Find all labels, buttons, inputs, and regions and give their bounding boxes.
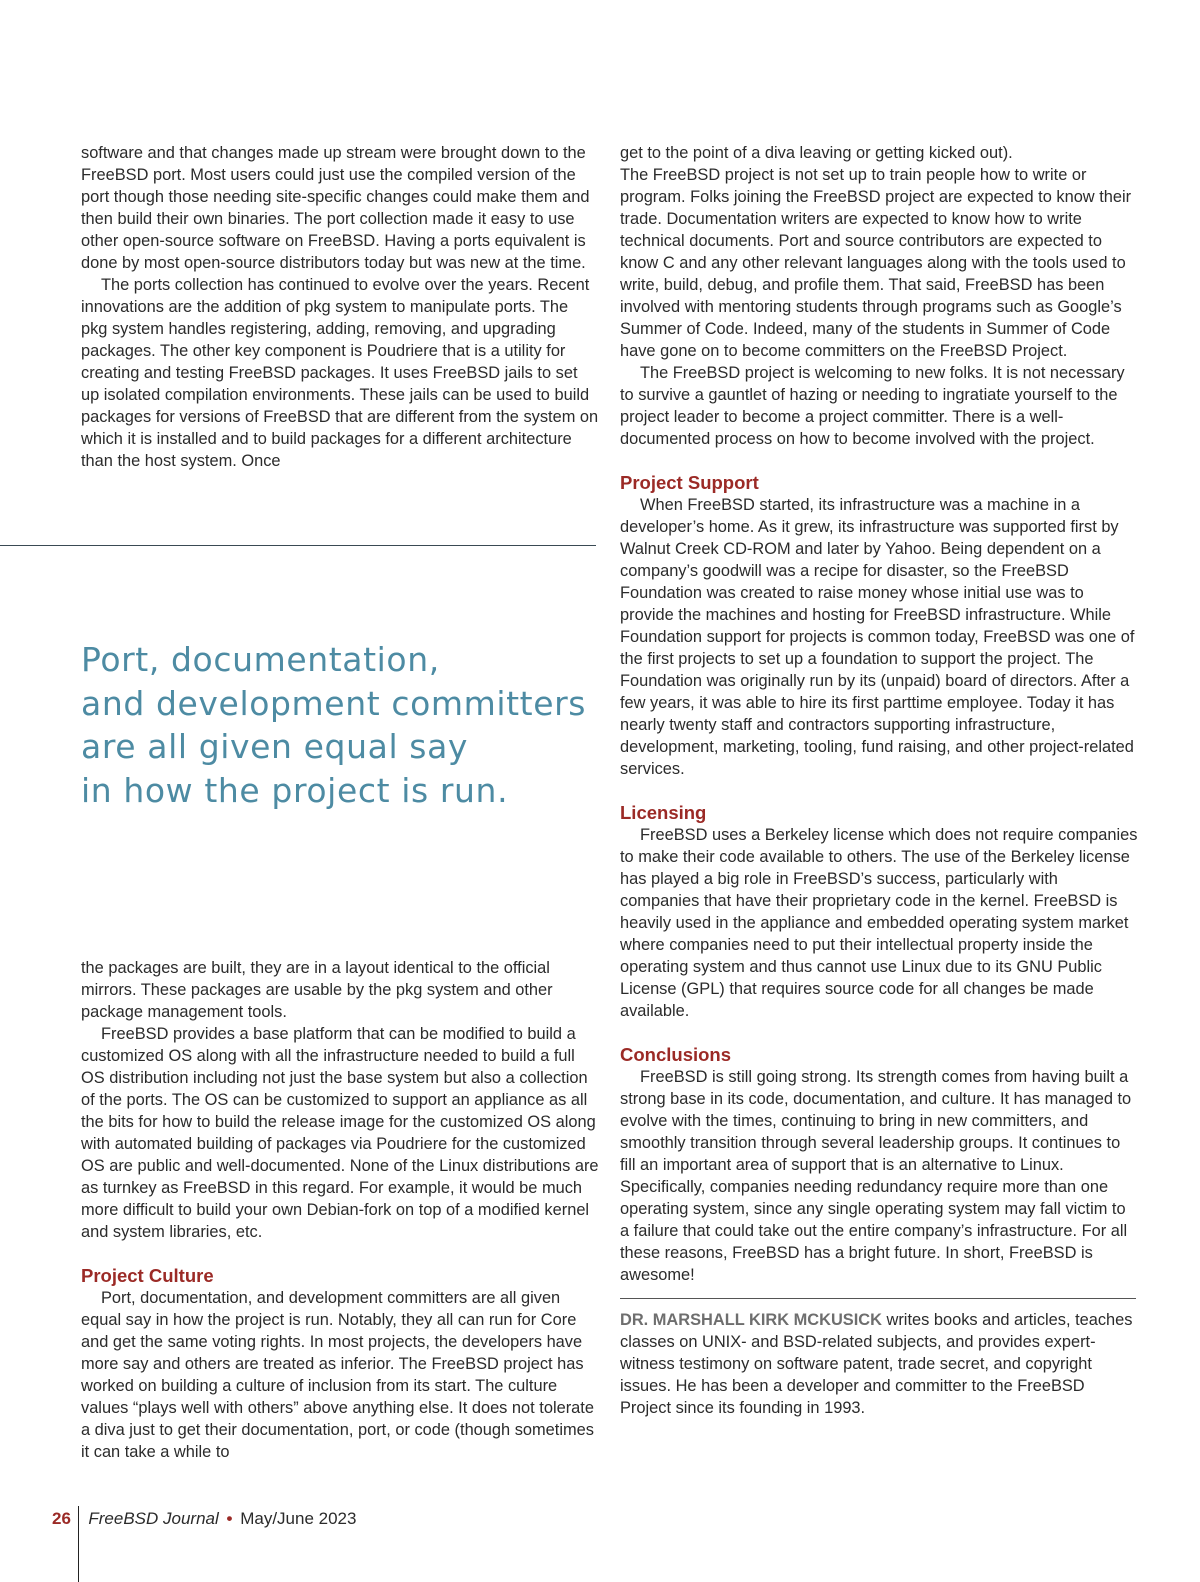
page-footer — [52, 1508, 356, 1530]
section-heading-project-support: Project Support — [620, 472, 759, 493]
issue-date: May/June 2023 — [240, 1509, 357, 1528]
paragraph: The FreeBSD project is welcoming to new folks. It is not necessary to survive a gauntlet of hazing or needing to ingratiate yourself to the project leader to become a project committer. There is a well-documented process on how to become involved with the project. — [620, 364, 1125, 448]
pull-quote-rule — [0, 545, 596, 546]
author-bio-text: writes books and articles, teaches classes on UNIX- and BSD-related subjects, and provides expert-witness testimony on software patent, trade secret, and copyright issues. He has been a developer and committer to the FreeBSD Project since its founding in 1993. — [620, 1311, 1133, 1417]
right-column — [620, 142, 1138, 1419]
pull-quote-line: and development committers — [81, 683, 587, 723]
paragraph: FreeBSD uses a Berkeley license which does not require companies to make their code available to others. The use of the Berkeley license has played a big role in FreeBSD’s success, particularly with companies that have their proprietary code in the kernel. FreeBSD is heavily used in the appliance and embedded operating system market where companies need to put their intellectual property inside the operating system and thus cannot use Linux due to its GNU Public License (GPL) that requires source code for all changes be made available. — [620, 826, 1138, 1020]
paragraph: the packages are built, they are in a layout identical to the official mirrors. These packages are usable by the pkg system and other package management tools. — [81, 959, 553, 1021]
pull-quote-line: Port, documentation, — [81, 640, 440, 679]
paragraph: The FreeBSD project is not set up to train people how to write or program. Folks joining the FreeBSD project are expected to know their trade. Documentation writers are expected to know how to write technical documents. Port and source contributors are expected to know C and any other relevant languages along with the tools used to write, build, debug, and profile them. That said, FreeBSD has been involved with mentoring students through programs such as Google’s Summer of Code. Indeed, many of the students in Summer of Code have gone on to become committers on the FreeBSD Project. — [620, 166, 1132, 360]
section-heading-licensing: Licensing — [620, 802, 707, 823]
left-column-top — [81, 142, 599, 472]
pull-quote — [81, 638, 601, 812]
author-bio — [620, 1309, 1138, 1419]
bio-divider — [620, 1298, 1136, 1299]
page-number: 26 — [52, 1509, 71, 1528]
author-name: DR. MARSHALL KIRK MCKUSICK — [620, 1311, 882, 1329]
pull-quote-line: are all given equal say — [81, 727, 469, 766]
pull-quote-line: in how the project is run. — [81, 770, 509, 810]
paragraph: The ports collection has continued to evolve over the years. Recent innovations are the addition of pkg system to manipulate ports. The pkg system handles registering, adding, removing, and upgrading packages. The other key component is Poudriere that is a utility for creating and testing FreeBSD packages. It uses FreeBSD jails to set up isolated compilation environments. These jails can be used to build packages for versions of FreeBSD that are different from the system on which it is installed and to build packages for a different architecture than the host system. Once — [81, 276, 599, 470]
section-heading-conclusions: Conclusions — [620, 1044, 732, 1065]
paragraph: FreeBSD is still going strong. Its strength comes from having built a strong base in its code, documentation, and culture. It has managed to evolve with the times, continuing to bring in new committers, and smoothly transition through several leadership groups. It continues to fill an important area of support that is an alternative to Linux. Specifically, companies needing redundancy require more than one operating system, since any single operating system may fall victim to a failure that could take out the entire company’s infrastructure. For all these reasons, FreeBSD has a bright future. In short, FreeBSD is awesome! — [620, 1068, 1132, 1284]
paragraph: software and that changes made up stream were brought down to the FreeBSD port. Most users could just use the compiled version of the port though those needing site-specific changes could make them and then build their own binaries. The port collection made it easy to use other open-source software on FreeBSD. Having a ports equivalent is done by most open-source distributors today but was new at the time. — [81, 144, 590, 272]
section-heading-project-culture: Project Culture — [81, 1265, 214, 1286]
magazine-title: FreeBSD Journal — [88, 1509, 219, 1528]
paragraph: Port, documentation, and development committers are all given equal say in how the project is run. Notably, they all can run for Core and get the same voting rights. In most projects, the developers have more say and others are treated as inferior. The FreeBSD project has worked on building a culture of inclusion from its start. The culture values “plays well with others” above anything else. It does not tolerate a diva just to get their documentation, port, or code (though sometimes it can take a while to — [81, 1289, 594, 1461]
footer-separator: • — [226, 1509, 233, 1528]
paragraph: FreeBSD provides a base platform that can be modified to build a customized OS along with all the infrastructure needed to build a full OS distribution including not just the base system but also a collection of the ports. The OS can be customized to support an appliance as all the bits for how to build the release image for the customized OS along with automated building of packages via Poudriere for the customized OS are public and well-documented. None of the Linux distributions are as turnkey as FreeBSD in this regard. For example, it would be much more difficult to build your own Debian-fork on top of a modified kernel and system libraries, etc. — [81, 1025, 599, 1241]
paragraph: get to the point of a diva leaving or getting kicked out). — [620, 144, 1013, 162]
left-column-bottom — [81, 957, 599, 1463]
paragraph: When FreeBSD started, its infrastructure was a machine in a developer’s home. As it grew, its infrastructure was supported first by Walnut Creek CD-ROM and later by Yahoo. Being dependent on a company’s goodwill was a recipe for disaster, so the FreeBSD Foundation was created to raise money whose initial use was to provide the machines and hosting for FreeBSD infrastructure. While Foundation support for projects is common today, FreeBSD was one of the first projects to set up a foundation to support the project. The Foundation was originally run by its (unpaid) board of directors. After a few years, it was able to hire its first parttime employee. Today it has nearly twenty staff and contractors supporting infrastructure, development, marketing, tooling, fund raising, and other project-related services. — [620, 496, 1135, 778]
